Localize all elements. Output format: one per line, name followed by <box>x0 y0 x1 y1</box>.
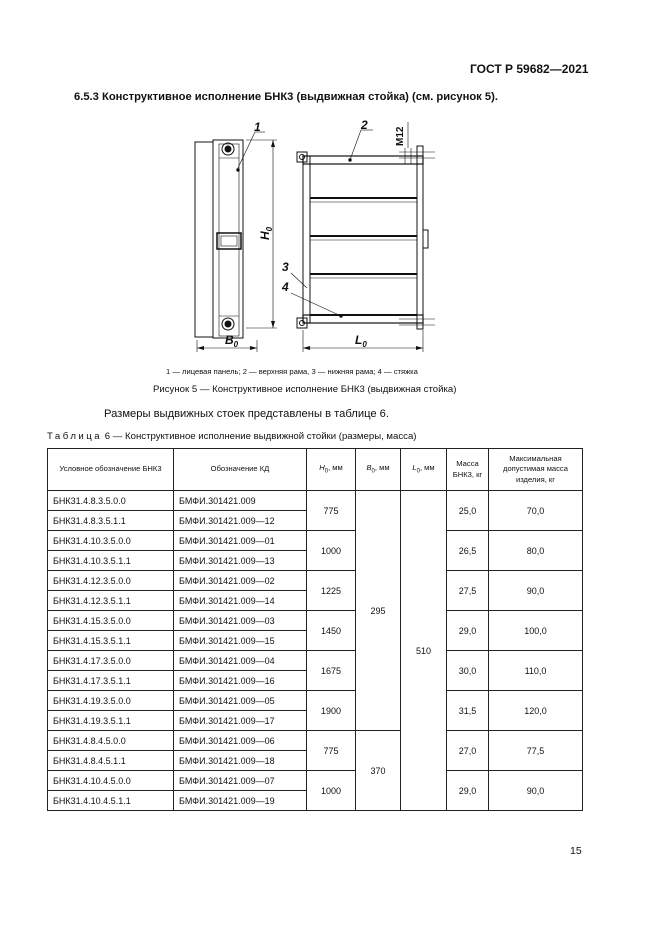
table-cell: 80,0 <box>489 531 583 571</box>
table-cell: 775 <box>307 731 356 771</box>
frame-side-view <box>297 146 435 329</box>
table-cell: БНК31.4.8.4.5.1.1 <box>48 751 174 771</box>
table-cell: 1675 <box>307 651 356 691</box>
table-cell: БНК31.4.10.3.5.0.0 <box>48 531 174 551</box>
dim-l0: $L_0$ <box>355 333 367 349</box>
table-cell: 27,0 <box>447 731 489 771</box>
table-cell: БНК31.4.19.3.5.0.0 <box>48 691 174 711</box>
figure-caption: Рисунок 5 — Конструктивное исполнение БНК3 (выдвижная стойка) <box>153 384 457 395</box>
table-row <box>48 651 583 671</box>
table-cell: 29,0 <box>447 771 489 811</box>
table-cell: БНК31.4.10.3.5.1.1 <box>48 551 174 571</box>
intro-text: Размеры выдвижных стоек представлены в таблице 6. <box>104 408 390 420</box>
table-cell: БНК31.4.17.3.5.1.1 <box>48 671 174 691</box>
dim-b0: $B_0$ <box>225 333 239 349</box>
table-cell: БМФИ.301421.009—19 <box>174 791 307 811</box>
dim-h0: $H_0$ <box>258 226 274 240</box>
table-cell: 775 <box>307 491 356 531</box>
table-row <box>48 531 583 551</box>
table-title <box>47 431 416 442</box>
table-row <box>48 571 583 591</box>
table-cell: БМФИ.301421.009—16 <box>174 671 307 691</box>
table-header-row <box>48 449 583 491</box>
figure-5-drawing <box>185 118 445 358</box>
standard-number: ГОСТ Р 59682—2021 <box>470 62 589 76</box>
figure-legend: 1 — лицевая панель; 2 — верхняя рама, 3 — нижняя рама; 4 — стяжка <box>166 367 418 376</box>
table-cell: БМФИ.301421.009—01 <box>174 531 307 551</box>
header-designation: Условное обозначение БНК3 <box>48 449 174 491</box>
table-cell: БМФИ.301421.009 <box>174 491 307 511</box>
page-number: 15 <box>570 845 582 857</box>
table-cell: 30,0 <box>447 651 489 691</box>
table-cell: БМФИ.301421.009—05 <box>174 691 307 711</box>
table-cell: 29,0 <box>447 611 489 651</box>
dim-m12: M12 <box>395 126 406 146</box>
table-row <box>48 611 583 631</box>
table-row <box>48 491 583 511</box>
table-cell: 1225 <box>307 571 356 611</box>
table-cell: БМФИ.301421.009—07 <box>174 771 307 791</box>
header-mass: Масса БНК3, кг <box>447 449 489 491</box>
callout-4: 4 <box>282 280 289 294</box>
table-cell: БНК31.4.8.3.5.0.0 <box>48 491 174 511</box>
l0-510: 510 <box>401 491 447 811</box>
table-cell: БМФИ.301421.009—02 <box>174 571 307 591</box>
table-cell: 1450 <box>307 611 356 651</box>
table-row <box>48 691 583 711</box>
header-b0: $B_0$, мм <box>356 449 401 491</box>
table-row <box>48 731 583 751</box>
b0-370: 370 <box>356 731 401 811</box>
table-cell: 1000 <box>307 531 356 571</box>
front-panel <box>195 140 243 338</box>
table-cell: 70,0 <box>489 491 583 531</box>
table-cell: 1000 <box>307 771 356 811</box>
header-kd: Обозначение КД <box>174 449 307 491</box>
table-cell: 31,5 <box>447 691 489 731</box>
header-max-mass: Максимальная допустимая масса изделия, кг <box>489 449 583 491</box>
table-cell: БМФИ.301421.009—17 <box>174 711 307 731</box>
header-l0: $L_0$, мм <box>401 449 447 491</box>
table-cell: 120,0 <box>489 691 583 731</box>
callout-2: 2 <box>361 118 368 132</box>
b0-295: 295 <box>356 491 401 731</box>
table-cell: БНК31.4.12.3.5.0.0 <box>48 571 174 591</box>
table-cell: 1900 <box>307 691 356 731</box>
callout-1: 1 <box>254 120 261 134</box>
table-cell: БМФИ.301421.009—13 <box>174 551 307 571</box>
table-cell: 90,0 <box>489 571 583 611</box>
table-cell: 27,5 <box>447 571 489 611</box>
header-h0: $H_0$, мм <box>307 449 356 491</box>
table-cell: 110,0 <box>489 651 583 691</box>
table-title-text: 6 — Конструктивное исполнение выдвижной стойки (размеры, масса) <box>104 431 417 442</box>
table-cell: 90,0 <box>489 771 583 811</box>
table-cell: БНК31.4.10.4.5.0.0 <box>48 771 174 791</box>
table-cell: 26,5 <box>447 531 489 571</box>
table-cell: 100,0 <box>489 611 583 651</box>
table-cell: БНК31.4.19.3.5.1.1 <box>48 711 174 731</box>
table-cell: БМФИ.301421.009—03 <box>174 611 307 631</box>
table-cell: БНК31.4.15.3.5.0.0 <box>48 611 174 631</box>
table-cell: БНК31.4.15.3.5.1.1 <box>48 631 174 651</box>
table-label: Таблица <box>47 431 103 442</box>
table-cell: 77,5 <box>489 731 583 771</box>
table-cell: БМФИ.301421.009—15 <box>174 631 307 651</box>
table-row <box>48 771 583 791</box>
callout-3: 3 <box>282 260 289 274</box>
table-cell: БМФИ.301421.009—06 <box>174 731 307 751</box>
dimensions-table <box>47 448 583 811</box>
table-cell: БНК31.4.17.3.5.0.0 <box>48 651 174 671</box>
table-cell: БМФИ.301421.009—18 <box>174 751 307 771</box>
table-cell: БМФИ.301421.009—12 <box>174 511 307 531</box>
table-cell: БМФИ.301421.009—04 <box>174 651 307 671</box>
table-cell: БНК31.4.10.4.5.1.1 <box>48 791 174 811</box>
table-cell: БНК31.4.12.3.5.1.1 <box>48 591 174 611</box>
table-cell: 25,0 <box>447 491 489 531</box>
table-cell: БМФИ.301421.009—14 <box>174 591 307 611</box>
table-cell: БНК31.4.8.3.5.1.1 <box>48 511 174 531</box>
section-heading: 6.5.3 Конструктивное исполнение БНК3 (выдвижная стойка) (см. рисунок 5). <box>74 91 498 103</box>
table-cell: БНК31.4.8.4.5.0.0 <box>48 731 174 751</box>
